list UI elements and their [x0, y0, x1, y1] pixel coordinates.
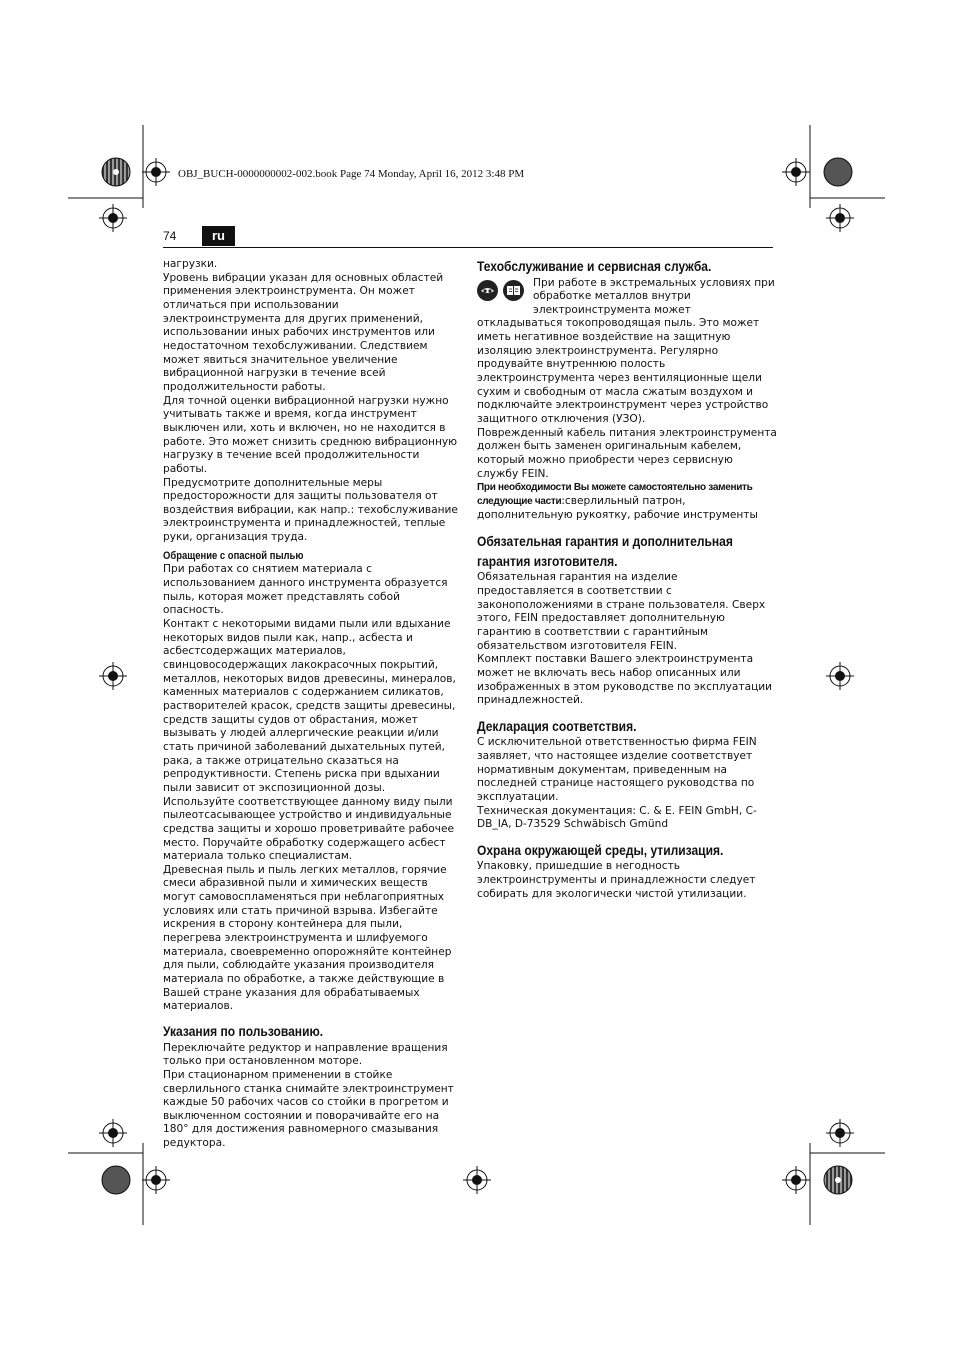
- left-column: [163, 258, 459, 1151]
- registration-mark-icon: [826, 662, 854, 690]
- section-subheading: Обращение с опасной пылью: [163, 549, 304, 562]
- registration-mark-icon: [99, 662, 127, 690]
- paragraph: Упаковку, пришедшие в негодность электроинструменты и принадлежности следует собирать для экологически чистой утилизации.: [477, 860, 756, 900]
- paragraph: Поврежденный кабель питания электроинструмента должен быть заменен оригинальным кабелем, который можно приобрести через сервисную службу FEIN.: [477, 426, 777, 480]
- color-wheel-icon: [102, 158, 130, 186]
- paragraph: Контакт с некоторыми видами пыли или вдыхание некоторых видов пыли как, напр., асбеста и асбестсодержащих материалов, свинцовосодержащих лакокрасочных покрытий, металлов, некоторых видов древесины, минералов, каменных материалов с содержанием силикатов, растворителей красок, средств защиты древесины, средств защиты судов от обрастания, может вызывать у людей аллергические реакции и/или стать причиной заболеваний дыхательных путей, рака, а также отрицательно сказаться на репродуктивности. Степень риска при вдыхании пыли зависит от экспозиционной дозы. Используйте соответствующее данному виду пыли пылеотсасывающее устройство и индивидуальные средства защиты и хорошо проветривайте рабочее место. Поручайте обработку содержащего асбест материала только специалистам.: [163, 618, 456, 863]
- paragraph: Уровень вибрации указан для основных областей применения электроинструмента. Он может отличаться при использовании электроинструмента для других применений, использовании иных рабочих инструментов или недостаточном техобслуживании. Следствием может явиться значительное увеличение вибрационной нагрузки в течение всей продолжительности работы.: [163, 271, 444, 393]
- paragraph: Техническая документация: C. & E. FEIN GmbH, C-DB_IA, D-73529 Schwäbisch Gmünd: [477, 804, 757, 831]
- inline-text: :сверлильный патрон, дополнительную рукоятку, рабочие инструменты: [477, 495, 758, 521]
- color-wheel-icon: [824, 1166, 852, 1194]
- safety-icons: [477, 277, 531, 305]
- paragraph: При стационарном применении в стойке сверлильного станка снимайте электроинструмент каждые 50 рабочих часов со стойки в прогретом и выключенном состоянии и поворачивайте его на 180° для достижения равномерного смазывания редуктора.: [163, 1068, 454, 1150]
- header-rule: [163, 247, 773, 248]
- registration-mark-icon: [99, 1119, 127, 1147]
- registration-mark-icon: [826, 204, 854, 232]
- registration-mark-icon: [782, 1166, 810, 1194]
- section-heading: Указания по пользованию.: [163, 1023, 324, 1040]
- print-slug: OBJ_BUCH-0000000002-002.book Page 74 Monday, April 16, 2012 3:48 PM: [178, 168, 525, 180]
- eye-protection-icon: [477, 280, 498, 301]
- registration-mark-icon: [782, 158, 810, 186]
- section-heading: Обязательная гарантия и дополнительная гарантия изготовителя.: [477, 533, 733, 569]
- registration-mark-icon: [463, 1166, 491, 1194]
- language-badge: ru: [202, 226, 235, 246]
- section-heading: Охрана окружающей среды, утилизация.: [477, 841, 724, 858]
- section-heading: Декларация соответствия.: [477, 717, 637, 734]
- registration-mark-icon: [142, 158, 170, 186]
- paragraph: [477, 481, 777, 522]
- paragraph: При работах со снятием материала с использованием данного инструмента образуется пыль, которая может представлять собой опасность.: [163, 563, 448, 617]
- read-manual-icon: [503, 280, 524, 301]
- paragraph: Древесная пыль и пыль легких металлов, горячие смеси абразивной пыли и химических веществ могут самовоспламеняться при неблагоприятных условиях или стать причиной взрыва. Избегайте искрения в сторону контейнера для пыли, перегрева электроинструмента и шлифуемого материала, своевременно опорожняйте контейнер для пыли, соблюдайте указания производителя материала по обработке, а также действующие в Вашей стране указания для обрабатываемых материалов.: [163, 863, 452, 1013]
- page-number: 74: [163, 229, 177, 243]
- paragraph: Переключайте редуктор и направление вращения только при остановленном моторе.: [163, 1041, 448, 1068]
- paragraph: нагрузки.: [163, 258, 218, 270]
- paragraph: Для точной оценки вибрационной нагрузки нужно учитывать также и время, когда инструмент выключен или, хоть и включен, но не находится в работе. Это может снизить среднюю вибрационную нагрузку в течение всей продолжительности работы.: [163, 394, 458, 475]
- paragraph: Предусмотрите дополнительные меры предосторожности для защиты пользователя от воздействия вибрации, как напр.: техобслуживание электроинструмента и принадлежностей, теплые руки, организация труда.: [163, 476, 458, 544]
- section-heading: Техобслуживание и сервисная служба.: [477, 258, 712, 274]
- registration-mark-icon: [826, 1119, 854, 1147]
- paragraph: Обязательная гарантия на изделие предоставляется в соответствии с законоположениями в стране пользователя. Сверх этого, FEIN предоставляет дополнительную гарантию в соответствии с гарантийным обязательством изготовителя FEIN.: [477, 571, 766, 652]
- color-wheel-icon: [102, 1166, 130, 1194]
- paragraph: С исключительной ответственностью фирма FEIN заявляет, что настоящее изделие соответствует нормативным документам, приведенным на последней странице настоящего руководства по эксплуатации.: [477, 736, 757, 803]
- registration-mark-icon: [99, 204, 127, 232]
- right-column: [477, 257, 777, 901]
- inline-bold-text: При необходимости Вы можете самостоятельно заменить следующие части: [477, 482, 753, 507]
- color-wheel-icon: [824, 158, 852, 186]
- paragraph: Комплект поставки Вашего электроинструмента может не включать весь набор описанных или изображенных в этом руководстве по эксплуатации принадлежностей.: [477, 653, 773, 707]
- registration-mark-icon: [142, 1166, 170, 1194]
- paragraph: При работе в экстремальных условиях при обработке металлов внутри электроинструмента может откладываться токопроводящая пыль. Это может иметь негативное воздействие на защитную изоляцию электроинструмента. Регулярно продувайте внутреннюю полость электроинструмента через вентиляционные щели сухим и свободным от масла сжатым воздухом и подключайте электроинструмент через устройство защитного отключения (УЗО).: [477, 276, 775, 426]
